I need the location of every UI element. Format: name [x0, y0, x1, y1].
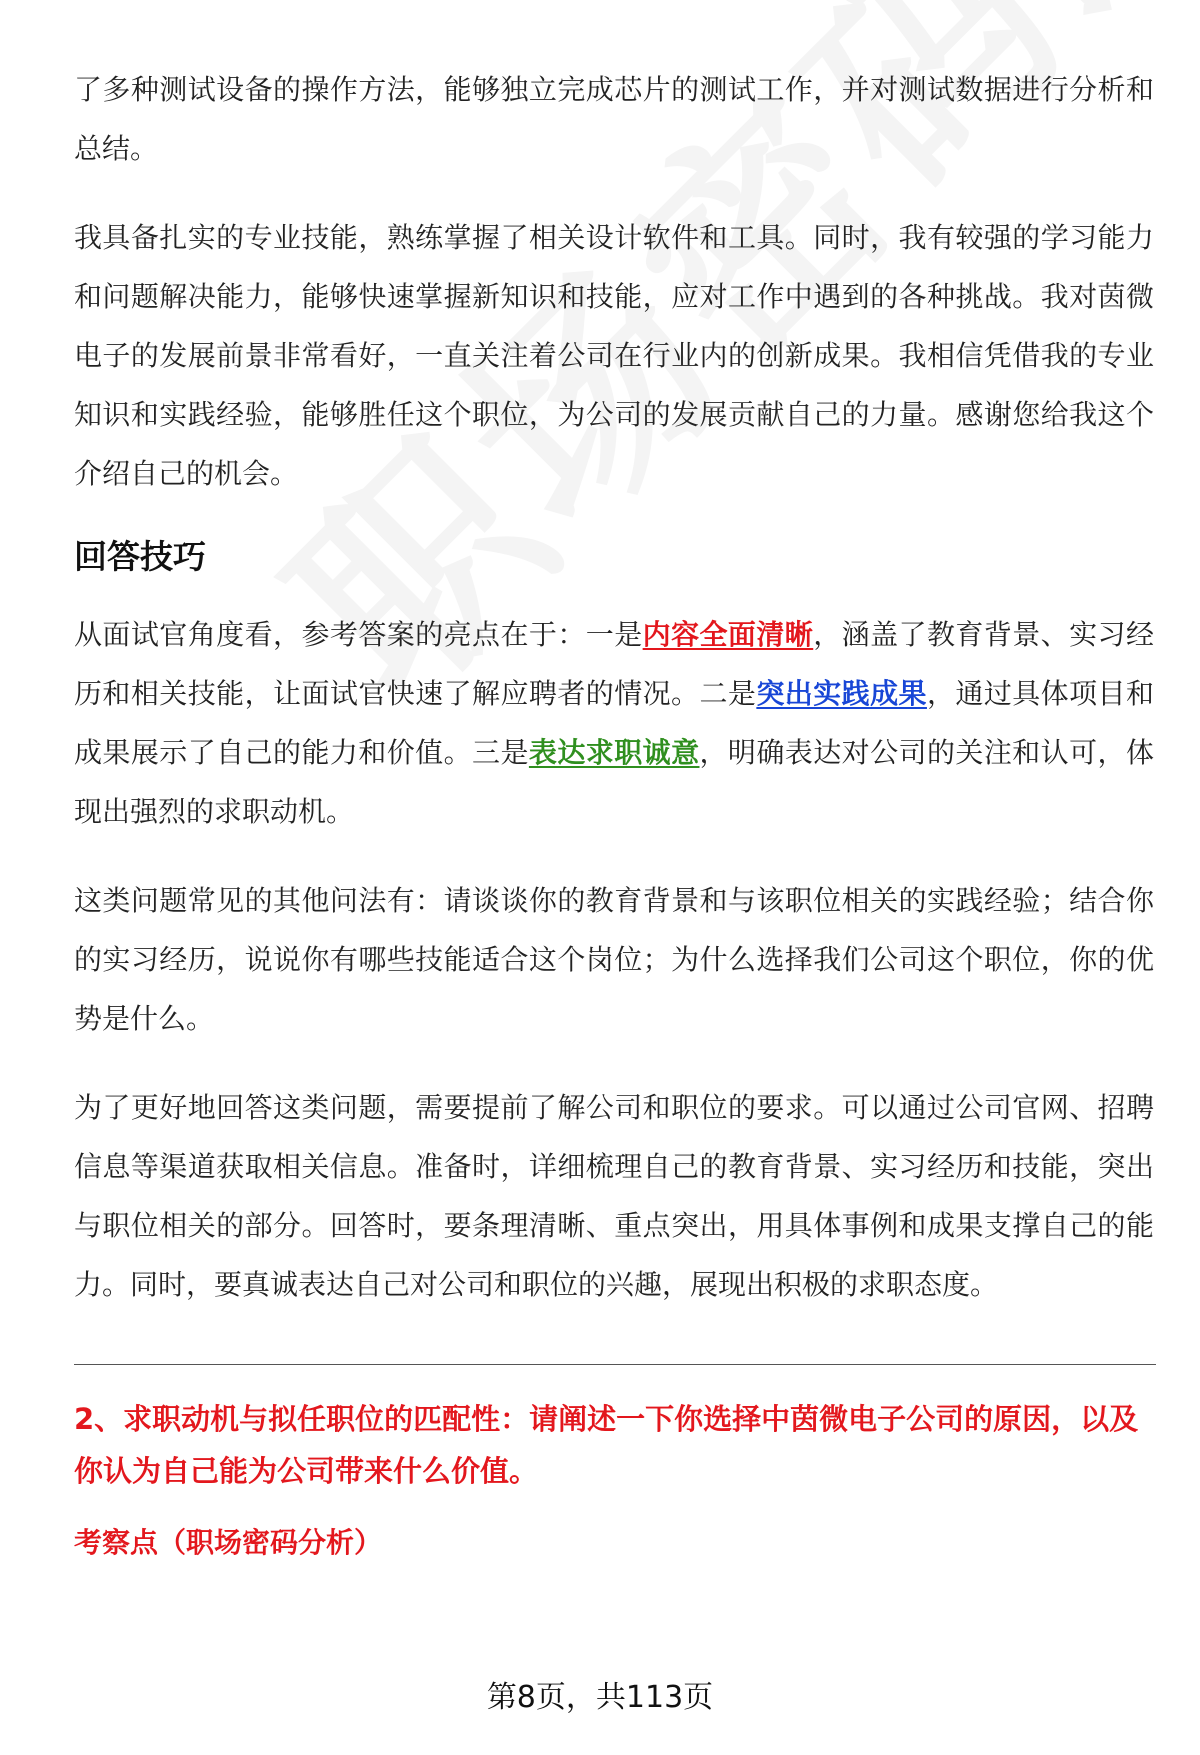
question-title: 2、求职动机与拟任职位的匹配性：请阐述一下你选择中茵微电子公司的原因，以及你认为自己能为公司带来什么价值。 [74, 1402, 1139, 1488]
intro-paragraph-2: 我具备扎实的专业技能，熟练掌握了相关设计软件和工具。同时，我有较强的学习能力和问题解决能力，能够快速掌握新知识和技能，应对工作中遇到的各种挑战。我对茵微电子的发展前景非常看好，一直关注着公司在行业内的创新成果。我相信凭借我的专业知识和实践经验，能够胜任这个职位，为公司的发展贡献自己的力量。感谢您给我这个介绍自己的机会。 [74, 221, 1154, 490]
question-subheading: 考察点（职场密码分析） [74, 1526, 383, 1559]
highlight-text-1: 从面试官角度看，参考答案的亮点在于：一是 [74, 618, 643, 651]
highlight-text-3: ，通过具体项目和成果展示了自己的能力和价值。三是 [74, 677, 1154, 769]
page-number-footer: 第8页，共113页 [486, 1680, 714, 1715]
highlight-text-2: ，涵盖了教育背景、实习经历和相关技能，让面试官快速了解应聘者的情况。二是 [74, 618, 1154, 710]
section-divider [74, 1364, 1156, 1365]
highlight-content-clear: 内容全面清晰 [642, 618, 814, 651]
tips-paragraph-1: 这类问题常见的其他问法有：请谈谈你的教育背景和与该职位相关的实践经验；结合你的实习经历，说说你有哪些技能适合这个岗位；为什么选择我们公司这个职位，你的优势是什么。 [74, 884, 1154, 1035]
intro-paragraph-1: 了多种测试设备的操作方法，能够独立完成芯片的测试工作，并对测试数据进行分析和总结。 [74, 73, 1154, 165]
page-content [74, 60, 1154, 1569]
highlight-job-sincerity: 表达求职诚意 [528, 736, 700, 769]
highlight-text-4: ，明确表达对公司的关注和认可，体现出强烈的求职动机。 [74, 736, 1154, 828]
highlight-practice-results: 突出实践成果 [756, 677, 927, 710]
tips-heading: 回答技巧 [74, 537, 206, 576]
highlight-paragraph [74, 605, 1154, 841]
tips-paragraph-2: 为了更好地回答这类问题，需要提前了解公司和职位的要求。可以通过公司官网、招聘信息等渠道获取相关信息。准备时，详细梳理自己的教育背景、实习经历和技能，突出与职位相关的部分。回答时，要条理清晰、重点突出，用具体事例和成果支撑自己的能力。同时，要真诚表达自己对公司和职位的兴趣，展现出积极的求职态度。 [74, 1091, 1154, 1301]
